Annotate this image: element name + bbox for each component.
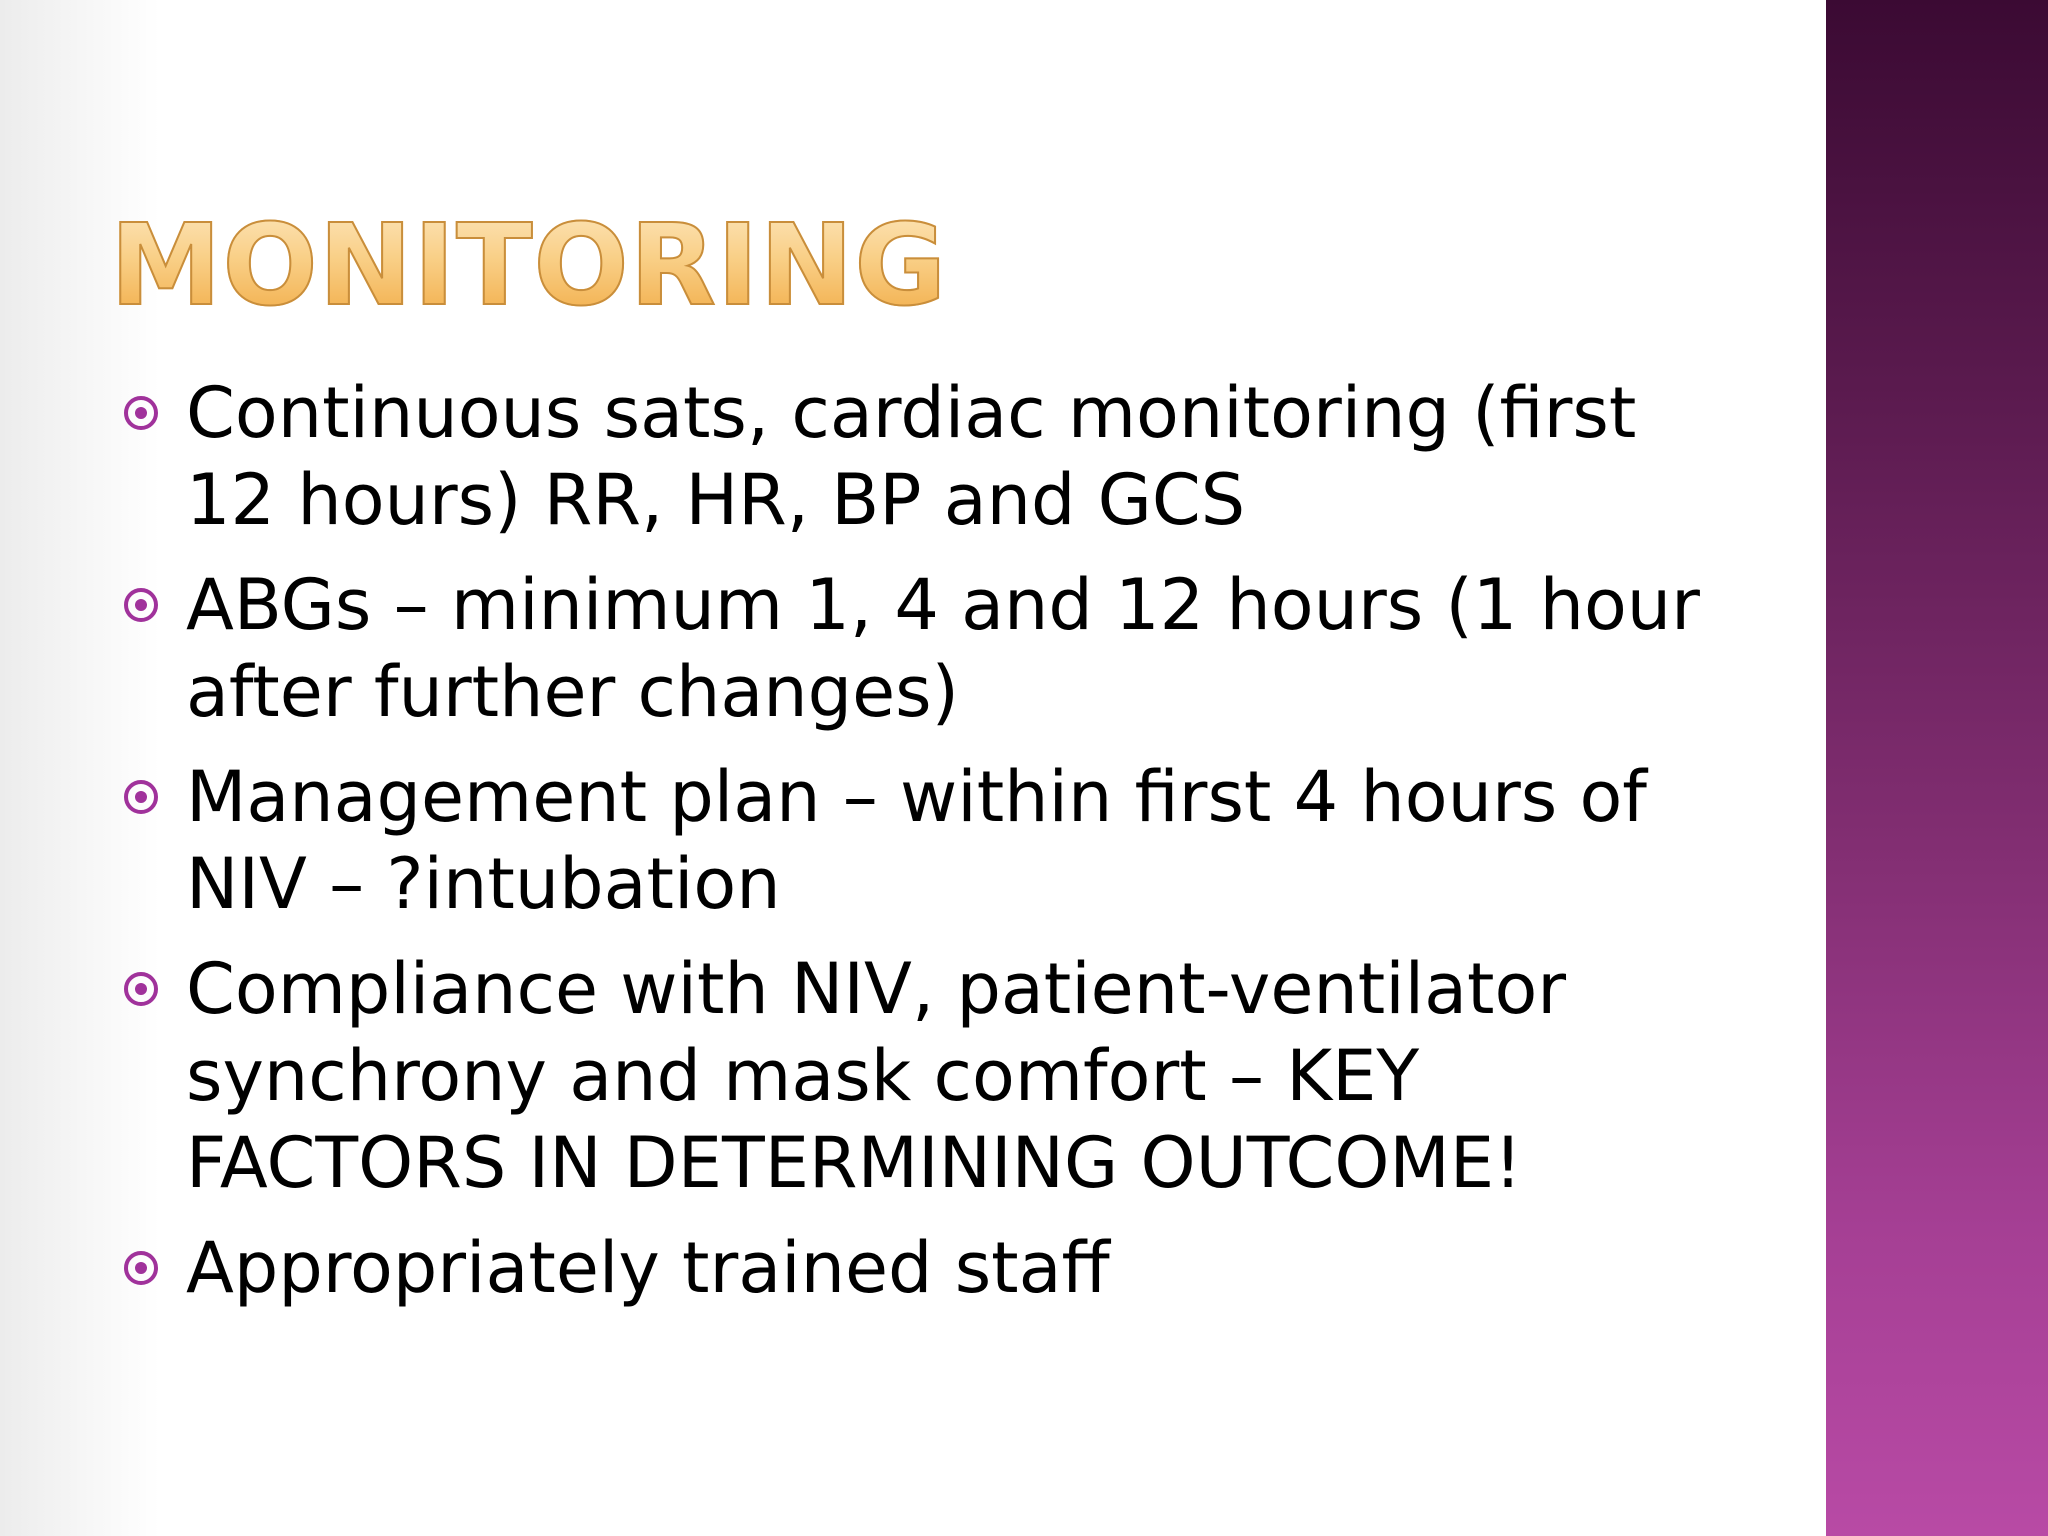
decorative-side-bar: [1826, 0, 2048, 1536]
target-bullet-icon: [124, 780, 158, 814]
bullet-list: [124, 370, 1744, 1330]
target-bullet-icon: [124, 972, 158, 1006]
bullet-item: [124, 1225, 1744, 1312]
bullet-text: Compliance with NIV, patient-ventilator synchrony and mask comfort – KEY FACTORS IN DETERMINING OUTCOME!: [186, 948, 1567, 1204]
bullet-text: Continuous sats, cardiac monitoring (first 12 hours) RR, HR, BP and GCS: [186, 372, 1637, 541]
slide-title: MONITORING: [110, 196, 947, 336]
target-bullet-icon: [124, 396, 158, 430]
bullet-item: [124, 562, 1744, 736]
bullet-item: [124, 946, 1744, 1207]
target-bullet-icon: [124, 588, 158, 622]
bullet-text: Appropriately trained staff: [186, 1227, 1110, 1309]
bullet-item: [124, 370, 1744, 544]
bullet-text: ABGs – minimum 1, 4 and 12 hours (1 hour after further changes): [186, 564, 1700, 733]
target-bullet-icon: [124, 1251, 158, 1285]
bullet-item: [124, 754, 1744, 928]
bullet-text: Management plan – within first 4 hours of NIV – ?intubation: [186, 756, 1647, 925]
